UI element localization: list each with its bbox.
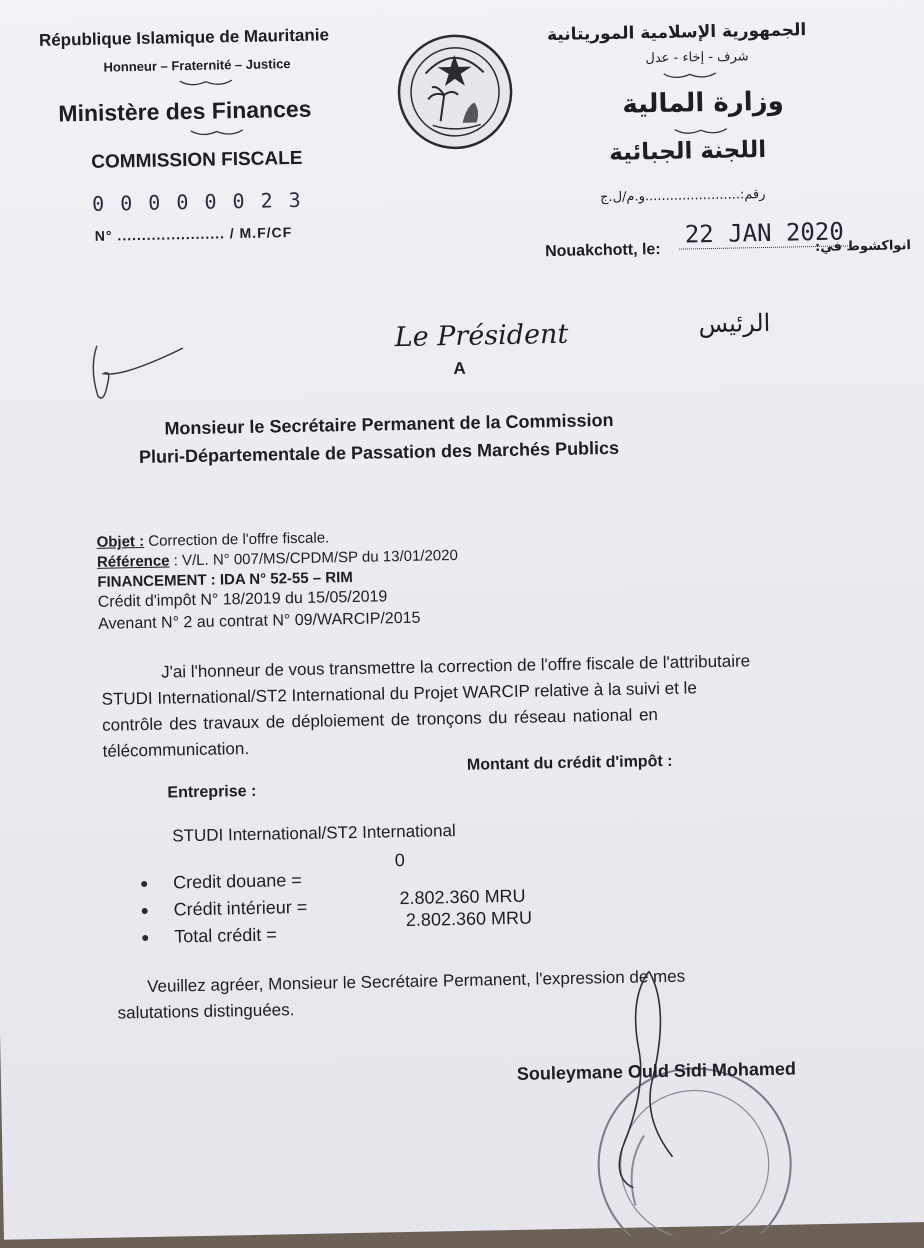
place-label: Nouakchott, le: <box>544 240 661 261</box>
credit-value: 2.802.360 MRU <box>405 907 533 930</box>
closing-line-1: Veuillez agréer, Monsieur le Secrétaire Permanent, l'expression de mes <box>146 966 686 996</box>
commission-name: COMMISSION FISCALE <box>91 147 303 173</box>
ministry-name-ar: وزارة المالية <box>622 86 785 120</box>
financement-line: FINANCEMENT : IDA N° 52-55 – RIM <box>97 568 353 591</box>
credit-value: 0 <box>394 850 405 871</box>
president-title: Le Président <box>394 318 569 354</box>
body-line-2: STUDI International/ST2 International du Projet WARCIP relative à la suivi et le <box>101 678 697 709</box>
date-stamp: 22 JAN 2020 <box>679 217 850 249</box>
country-name-ar: الجمهورية الإسلامية الموريتانية <box>546 20 807 46</box>
bullet-icon <box>142 908 148 914</box>
ministry-ar-flourish <box>673 126 729 137</box>
commission-name-ar: اللجنة الجبائية <box>608 136 767 166</box>
reference-label: Référence <box>96 552 170 571</box>
credit-label: Total crédit = <box>174 924 277 947</box>
reference-line <box>97 547 458 571</box>
addressee-a: A <box>453 358 466 378</box>
body-line-3: contrôle des travaux de déploiement de tronçons du réseau national en <box>101 705 659 735</box>
credit-label: Crédit intérieur = <box>173 896 308 920</box>
place-label-ar: انواكشوط في: <box>814 238 912 256</box>
ministry-flourish <box>189 127 245 138</box>
objet-label: Objet : <box>96 532 145 551</box>
body-line-4: télécommunication. <box>102 738 250 761</box>
body-line-1: J'ai l'honneur de vous transmettre la correction de l'offre fiscale de l'attributaire <box>160 651 751 682</box>
entreprise-header: Entreprise : <box>167 782 257 802</box>
credit-label: Credit douane = <box>172 869 302 893</box>
montant-header: Montant du crédit d'impôt : <box>466 752 673 774</box>
motto-flourish <box>178 77 234 88</box>
reference-text: : V/L. N° 007/MS/CPDM/SP du 13/01/2020 <box>169 546 459 570</box>
ministry-name: Ministère des Finances <box>58 95 312 127</box>
company-name: STUDI International/ST2 International <box>172 821 456 846</box>
reference-number-line: N° ...................... / M.F/CF <box>94 224 293 244</box>
closing-line-2: salutations distinguées. <box>117 1000 295 1023</box>
credit-list <box>172 850 574 954</box>
signatory-name: Souleymane Ould Sidi Mohamed <box>516 1058 797 1084</box>
credit-value: 2.802.360 MRU <box>399 885 526 909</box>
country-name: République Islamique de Mauritanie <box>38 25 330 50</box>
credit-line: Crédit d'impôt N° 18/2019 du 15/05/2019 <box>97 588 388 611</box>
objet-text: Correction de l'offre fiscale. <box>143 529 330 550</box>
bullet-icon <box>142 935 148 941</box>
recipient-line-2: Pluri-Départementale de Passation des Marchés Publics <box>138 437 620 468</box>
motto-ar-flourish <box>662 70 718 81</box>
number-stamp: 0 0 0 0 0 0 2 3 <box>91 187 303 216</box>
reference-number-ar: رقم:.......................و.م/ل.ج <box>599 186 766 206</box>
bullet-icon <box>141 881 147 887</box>
motto: Honneur – Fraternité – Justice <box>103 56 291 75</box>
president-title-ar: الرئيس <box>698 308 771 339</box>
objet-line <box>96 529 329 550</box>
avenant-line: Avenant N° 2 au contrat N° 09/WARCIP/2015 <box>98 609 421 633</box>
handwritten-initial-icon <box>83 342 194 404</box>
mauritania-seal-icon <box>395 32 515 152</box>
motto-ar: شرف - إخاء - عدل <box>645 49 749 67</box>
recipient-line-1: Monsieur le Secrétaire Permanent de la Commission <box>164 409 614 439</box>
